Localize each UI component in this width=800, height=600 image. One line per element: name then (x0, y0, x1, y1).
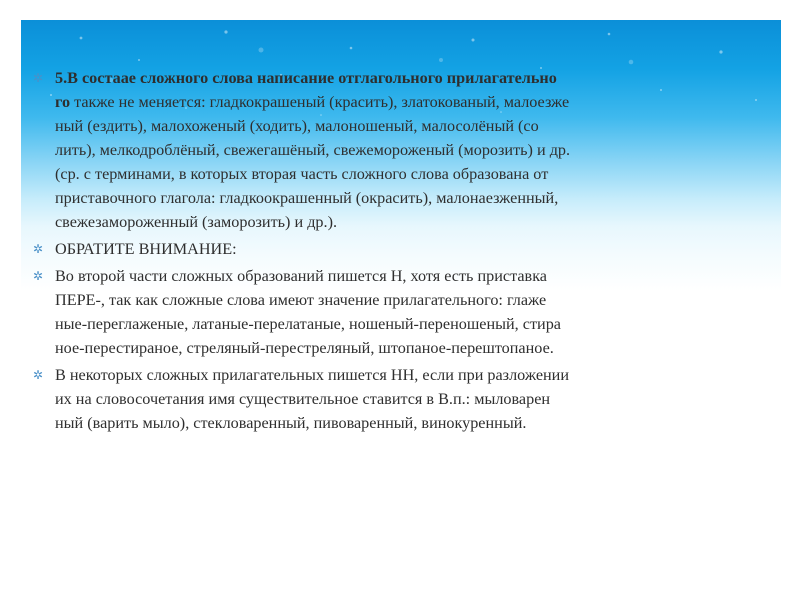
text-line (55, 210, 750, 234)
text-line (55, 162, 750, 186)
bullet-item (30, 264, 750, 360)
bullet-icon: ✲ (33, 242, 44, 256)
text-line (55, 90, 750, 114)
body-text: ное-перестираное, стреляный-перестреляный, штопаное-перештопаное. (55, 339, 554, 357)
text-line (55, 138, 750, 162)
body-text: (ср. с терминами, в которых вторая часть сложного слова образована от (55, 165, 549, 183)
body-text: также не меняется: гладкокрашеный (красить), златокованый, малоезже (70, 93, 570, 111)
text-line (55, 288, 750, 312)
text-line (55, 66, 750, 90)
body-text: ОБРАТИТЕ ВНИМАНИЕ: (55, 240, 237, 258)
bold-text: 5.В состаае сложного слова написание отглагольного прилагательно (55, 69, 557, 87)
body-text: ПЕРЕ-, так как сложные слова имеют значение прилагательного: глаже (55, 291, 547, 309)
text-line (55, 336, 750, 360)
bullet-item (30, 237, 750, 261)
body-text: их на словосочетания имя существительное ставится в В.п.: мыловарен (55, 390, 551, 408)
body-text: Во второй части сложных образований пишется Н, хотя есть приставка (55, 267, 547, 285)
bold-text: го (55, 93, 71, 111)
text-line (55, 186, 750, 210)
body-text: ный (ездить), малохоженый (ходить), малоношеный, малосолёный (со (55, 117, 539, 135)
body-text: В некоторых сложных прилагательных пишется НН, если при разложении (55, 366, 569, 384)
text-line (55, 264, 750, 288)
slide-text-body (30, 66, 750, 438)
body-text: лить), мелкодроблёный, свежегашёный, свежемороженый (морозить) и др. (55, 141, 571, 159)
bullet-icon: ✲ (33, 269, 44, 283)
text-line (55, 312, 750, 336)
body-text: ный (варить мыло), стекловаренный, пивоваренный, винокуренный. (55, 414, 527, 432)
text-line (55, 237, 750, 261)
body-text: ные-переглаженые, латаные-перелатаные, ношеный-переношеный, стира (55, 315, 561, 333)
bullet-item (30, 363, 750, 435)
body-text: приставочного глагола: гладкоокрашенный (окрасить), малонаезженный, (55, 189, 559, 207)
text-line (55, 387, 750, 411)
bullet-icon: ✲ (33, 368, 44, 382)
text-line (55, 411, 750, 435)
body-text: свежезамороженный (заморозить) и др.). (55, 213, 338, 231)
text-line (55, 363, 750, 387)
text-line (55, 114, 750, 138)
bullet-icon: ✲ (33, 71, 44, 85)
bullet-item (30, 66, 750, 234)
